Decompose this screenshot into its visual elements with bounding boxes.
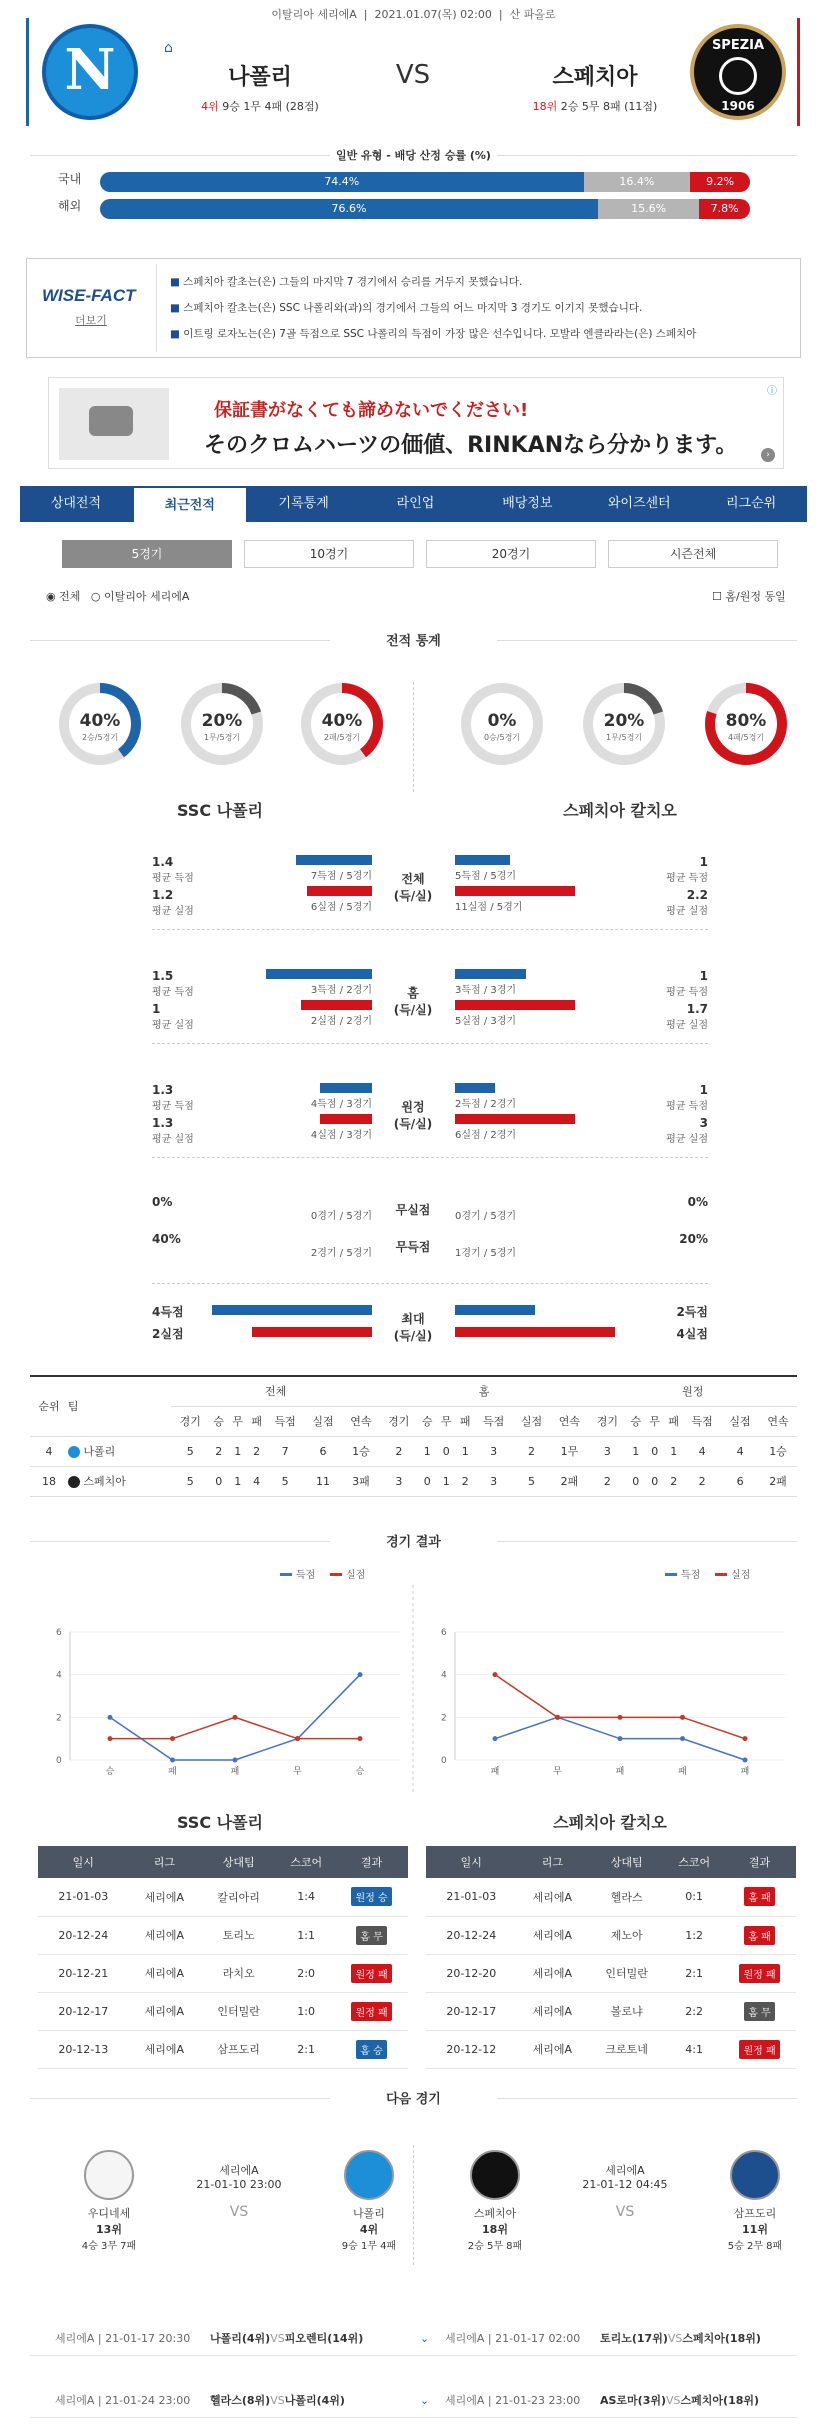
team-logo	[84, 2150, 134, 2200]
home-icon[interactable]: ⌂	[164, 40, 173, 56]
match-meta: 이탈리아 세리에A | 2021.01.07(목) 02:00 | 산 파올로	[271, 8, 556, 21]
table-row: 20-12-24 세리에A 제노아 1:2 홈 패	[426, 1916, 796, 1954]
home-for-bar-label: 4득점 / 3경기	[310, 1099, 372, 1110]
results-title: 경기 결과	[30, 1531, 797, 1550]
svg-text:승: 승	[105, 1767, 115, 1777]
away-pct-bar-label: 1경기 / 5경기	[455, 1248, 517, 1259]
away-avg-against: 2.2	[686, 888, 708, 902]
col-head: 경기	[588, 1406, 626, 1436]
svg-text:20%: 20%	[201, 711, 243, 731]
home-for-bar	[296, 855, 372, 865]
home-against-bar-label: 6실점 / 5경기	[310, 902, 372, 913]
range-tab[interactable]: 10경기	[244, 540, 414, 568]
col-head: 연속	[759, 1406, 797, 1436]
col-head: 실점	[721, 1406, 759, 1436]
col-head: 경기	[380, 1406, 418, 1436]
svg-text:4패/5경기: 4패/5경기	[727, 733, 765, 742]
result-badge: 원정 패	[739, 1964, 779, 1983]
svg-text:실점: 실점	[346, 1570, 366, 1581]
svg-text:1무/5경기: 1무/5경기	[203, 733, 241, 742]
away-pct: 0%	[687, 1195, 708, 1209]
svg-text:2패/5경기: 2패/5경기	[323, 733, 361, 742]
svg-text:패: 패	[490, 1767, 500, 1777]
away-logo: SPEZIA 1906	[690, 24, 786, 120]
home-against-bar	[320, 1114, 372, 1124]
range-tab[interactable]: 20경기	[426, 540, 596, 568]
away-pct-bar-label: 0경기 / 5경기	[455, 1211, 517, 1222]
col-head: 승	[626, 1406, 645, 1436]
away-for-bar-label: 2득점 / 2경기	[455, 1099, 517, 1110]
col-group: 전체	[171, 1376, 380, 1406]
result-badge: 홈 무	[744, 2002, 775, 2021]
away-team-name[interactable]: 스페치아	[552, 65, 638, 90]
home-against-bar-label: 4실점 / 3경기	[310, 1130, 372, 1141]
next-team1[interactable]: 스페치아 18위 2승 5무 8패	[467, 2207, 523, 2252]
next-team2[interactable]: 나폴리 4위 9승 1무 4패	[341, 2207, 397, 2252]
odds-home-bar: 74.4%	[100, 172, 584, 192]
stats-away-name: 스페치아 칼치오	[563, 801, 677, 820]
col-head: 승	[209, 1406, 228, 1436]
svg-text:2: 2	[56, 1713, 62, 1724]
home-team-record: 4위 9승 1무 4패 (28점)	[201, 100, 319, 113]
nav-tab[interactable]: 최근전적	[132, 486, 248, 522]
svg-text:6: 6	[441, 1628, 447, 1638]
avg-for-label: 평균 득점	[152, 873, 194, 884]
table-row: 20-12-17 세리에A 인터밀란 1:0 원정 패	[38, 1992, 408, 2030]
results-home-name: SSC 나폴리	[176, 1813, 263, 1832]
svg-text:패: 패	[615, 1767, 625, 1777]
max-home-against: 2실점	[152, 1327, 184, 1341]
svg-text:2승/5경기: 2승/5경기	[81, 733, 119, 742]
stats-title: 전적 통계	[30, 630, 797, 649]
svg-text:득점: 득점	[681, 1570, 701, 1581]
home-pct-bar-label: 2경기 / 5경기	[310, 1248, 372, 1259]
col-head: 실점	[304, 1406, 342, 1436]
team-logo	[344, 2150, 394, 2200]
away-against-bar-label: 6실점 / 2경기	[455, 1130, 517, 1141]
svg-text:승: 승	[355, 1767, 365, 1777]
vs-label: VS	[395, 60, 431, 90]
away-pct: 20%	[679, 1232, 708, 1246]
home-avg-for: 1.3	[152, 1083, 174, 1097]
result-badge: 원정 승	[351, 1887, 391, 1906]
home-team-name[interactable]: 나폴리	[228, 65, 292, 90]
col-head: 경기	[171, 1406, 209, 1436]
col-head: 무	[437, 1406, 456, 1436]
table-row: 21-01-03 세리에A 헬라스 0:1 홈 패	[426, 1878, 796, 1916]
away-team-record: 18위 2승 5무 8패 (11점)	[532, 100, 658, 113]
home-for-bar	[320, 1083, 372, 1093]
away-avg-for: 1	[699, 1083, 708, 1097]
result-badge: 홈 패	[744, 1926, 775, 1945]
max-away-for-bar	[455, 1305, 535, 1315]
away-avg-against: 1.7	[686, 1002, 708, 1016]
home-results-table: 일시 리그 상대팀 스코어 결과 21-01-03 세리에A 칼리아리 1:4 원정 승 20-12-24 세리에A 토리노 1:1 홈 무 20-12-21 세리에A 라치오 2:0 원정 패 20-12-17 세리에A 인터밀란 1:0 원정 패 20-12-13 세리에A 삼프도리 2:1 홈 승	[38, 1846, 408, 2069]
avg-against-label: 평균 실점	[152, 1020, 194, 1031]
team-logo	[470, 2150, 520, 2200]
away-avg-for: 1	[699, 969, 708, 983]
result-badge: 홈 승	[356, 2040, 387, 2059]
svg-text:4: 4	[56, 1670, 62, 1681]
chevron-down-icon: ⌄	[420, 2394, 430, 2407]
avg-for-label: 평균 득점	[152, 1101, 194, 1112]
record-donut	[56, 680, 144, 768]
col-head: 패	[456, 1406, 475, 1436]
next-info: 세리에A 21-01-10 23:00 VS	[196, 2164, 282, 2220]
home-for-bar-label: 3득점 / 2경기	[310, 985, 372, 996]
result-badge: 홈 무	[356, 1926, 387, 1945]
chevron-down-icon: ⌄	[420, 2332, 430, 2345]
col-head: 패	[664, 1406, 683, 1436]
svg-text:80%: 80%	[725, 711, 767, 731]
table-row: 18 스페치아 5 0 1 4 5 11 3패 3 0 1 2 3 5 2패 2 0 0 2 2 6 2패	[30, 1466, 797, 1496]
col-group: 홈	[380, 1376, 589, 1406]
col-head: 패	[247, 1406, 266, 1436]
svg-text:패: 패	[740, 1767, 750, 1777]
odds-draw-bar: 15.6%	[598, 199, 699, 219]
next-info: 세리에A 21-01-12 04:45 VS	[582, 2164, 668, 2220]
nav-tab[interactable]: 와이즈센터	[607, 496, 671, 511]
svg-text:0: 0	[56, 1756, 62, 1766]
table-row: 21-01-03 세리에A 칼리아리 1:4 원정 승	[38, 1878, 408, 1916]
home-against-bar	[307, 886, 372, 896]
home-for-bar-label: 7득점 / 5경기	[310, 871, 372, 882]
col-head: 득점	[475, 1406, 513, 1436]
next-title: 다음 경기	[30, 2088, 797, 2107]
filter-row: ◉ 전체 ○ 이탈리아 세리에A	[46, 590, 190, 603]
odds-label: 국내	[58, 172, 82, 186]
home-pct: 0%	[152, 1195, 173, 1209]
away-against-bar-label: 5실점 / 3경기	[455, 1016, 517, 1027]
group-label: 최대 (득/실)	[393, 1312, 433, 1343]
svg-text:실점: 실점	[731, 1570, 751, 1581]
range-tab[interactable]: 5경기	[62, 540, 232, 568]
max-home-against-bar	[252, 1327, 372, 1337]
svg-text:2: 2	[441, 1713, 447, 1724]
away-avg-against: 3	[699, 1116, 708, 1130]
col-head: 무	[645, 1406, 664, 1436]
svg-text:4: 4	[441, 1670, 447, 1681]
home-avg-against: 1.3	[152, 1116, 174, 1130]
table-row: 20-12-13 세리에A 삼프도리 2:1 홈 승	[38, 2030, 408, 2068]
radio-league[interactable]: ○	[90, 590, 101, 603]
away-for-bar	[455, 1083, 495, 1093]
odds-away-bar: 7.8%	[699, 199, 750, 219]
odds-home-bar: 76.6%	[100, 199, 598, 219]
wisefact-logo: WISE-FACT	[42, 286, 136, 305]
avg-for-label: 평균 득점	[152, 987, 194, 998]
home-for-bar	[266, 969, 372, 979]
result-badge: 원정 패	[739, 2040, 779, 2059]
home-avg-for: 1.4	[152, 855, 174, 869]
ad-banner[interactable]: 保証書がなくても諦めないでください! そのクロムハーツの価値、RINKANなら分かります。 ⓘ ›	[48, 377, 784, 469]
group-label: 원정 (득/실)	[393, 1100, 433, 1131]
ad-arrow-icon[interactable]: ›	[761, 448, 775, 462]
col-head: 연속	[342, 1406, 380, 1436]
record-donut	[580, 680, 668, 768]
nav-tab[interactable]: 리그순위	[725, 496, 777, 511]
home-pct-bar-label: 0경기 / 5경기	[310, 1211, 372, 1222]
col-head: 연속	[550, 1406, 588, 1436]
home-avg-against: 1.2	[152, 888, 174, 902]
nav-tab[interactable]: 상대전적	[50, 496, 102, 511]
svg-text:40%: 40%	[321, 711, 363, 731]
nav-tab[interactable]: 라인업	[396, 496, 435, 511]
group-label: 홈 (득/실)	[393, 986, 433, 1017]
away-against-bar	[455, 1114, 575, 1124]
table-row: 20-12-20 세리에A 인터밀란 2:1 원정 패	[426, 1954, 796, 1992]
away-results-table: 일시 리그 상대팀 스코어 결과 21-01-03 세리에A 헬라스 0:1 홈 패 20-12-24 세리에A 제노아 1:2 홈 패 20-12-20 세리에A 인터밀란 2:1 원정 패 20-12-17 세리에A 볼로냐 2:2 홈 무 20-12-12 세리에A 크로토네 4:1 원정 패	[426, 1846, 796, 2069]
away-for-bar	[455, 969, 526, 979]
svg-text:무: 무	[293, 1767, 302, 1777]
max-away-for: 2득점	[676, 1305, 708, 1319]
svg-text:무: 무	[553, 1767, 562, 1777]
odds-draw-bar: 16.4%	[584, 172, 691, 192]
result-badge: 원정 패	[351, 2002, 391, 2021]
home-against-bar	[301, 1000, 372, 1010]
group-label: 전체 (득/실)	[393, 872, 433, 903]
table-row: 20-12-17 세리에A 볼로냐 2:2 홈 무	[426, 1992, 796, 2030]
svg-text:0승/5경기: 0승/5경기	[483, 733, 521, 742]
svg-text:패: 패	[168, 1767, 177, 1777]
max-home-for: 4득점	[152, 1305, 184, 1319]
main-nav	[20, 486, 807, 522]
result-badge: 홈 패	[744, 1887, 775, 1906]
odds-label: 해외	[58, 199, 82, 213]
away-for-bar-label: 3득점 / 3경기	[455, 985, 517, 996]
wisefact-more-link[interactable]: 더보기	[75, 314, 107, 327]
col-rank: 순위	[30, 1376, 68, 1436]
radio-all[interactable]: ◉	[46, 590, 56, 603]
svg-text:득점: 득점	[296, 1570, 316, 1581]
svg-text:0%: 0%	[487, 711, 517, 731]
schedule-row[interactable]: 세리에A | 21-01-24 23:00 헬라스(8위)VS나폴리(4위) ⌄ 세리에A | 21-01-23 23:00 AS로마(3위)VS스페치아(18위)	[30, 2384, 797, 2418]
max-away-against-bar	[455, 1327, 615, 1337]
table-row: 20-12-12 세리에A 크로토네 4:1 원정 패	[426, 2030, 796, 2068]
svg-text:20%: 20%	[603, 711, 645, 731]
avg-against-label: 평균 실점	[152, 1134, 194, 1145]
camera-icon	[89, 406, 133, 436]
col-team: 팀	[68, 1376, 171, 1436]
col-head: 득점	[683, 1406, 721, 1436]
max-away-against: 4실점	[676, 1327, 708, 1341]
table-row: 4 나폴리 5 2 1 2 7 6 1승 2 1 0 1 3 2 1무 3 1 0 1 4 4 1승	[30, 1436, 797, 1466]
result-badge: 원정 패	[351, 1964, 391, 1983]
next-team1[interactable]: 우디네세 13위 4승 3무 7패	[81, 2207, 137, 2252]
standings-table	[30, 1375, 797, 1497]
table-row: 20-12-21 세리에A 라치오 2:0 원정 패	[38, 1954, 408, 1992]
group-label: 무실점	[395, 1203, 431, 1217]
home-avg-against: 1	[152, 1002, 161, 1016]
col-group: 원정	[588, 1376, 797, 1406]
group-label: 무득점	[395, 1240, 431, 1254]
record-donut	[298, 680, 386, 768]
away-avg-for: 1	[699, 855, 708, 869]
away-for-bar	[455, 855, 510, 865]
col-head: 득점	[266, 1406, 304, 1436]
results-away-name: 스페치아 칼치오	[553, 1813, 667, 1832]
max-home-for-bar	[212, 1305, 372, 1315]
away-against-bar	[455, 886, 575, 896]
schedule-row[interactable]: 세리에A | 21-01-17 20:30 나폴리(4위)VS피오렌티(14위) ⌄ 세리에A | 21-01-17 02:00 토리노(17위)VS스페치아(18위)	[30, 2322, 797, 2356]
svg-text:40%: 40%	[79, 711, 121, 731]
same-venue-filter[interactable]: ☐ 홈/원정 동일	[712, 590, 786, 603]
record-donut	[702, 680, 790, 768]
home-against-bar-label: 2실점 / 2경기	[310, 1016, 372, 1027]
svg-text:0: 0	[441, 1756, 447, 1766]
table-row: 20-12-24 세리에A 토리노 1:1 홈 무	[38, 1916, 408, 1954]
col-head: 승	[418, 1406, 437, 1436]
nav-tab[interactable]: 기록통계	[278, 496, 329, 511]
range-tab[interactable]: 시즌전체	[608, 540, 778, 568]
record-donut	[178, 680, 266, 768]
svg-text:패: 패	[230, 1767, 240, 1777]
team-logo	[730, 2150, 780, 2200]
results-charts	[30, 1565, 797, 1815]
away-for-bar-label: 5득점 / 5경기	[455, 871, 517, 882]
next-team2[interactable]: 삼프도리 11위 5승 2무 8패	[727, 2207, 783, 2252]
away-against-bar-label: 11실점 / 5경기	[455, 902, 523, 913]
svg-text:6: 6	[56, 1628, 62, 1638]
col-head: 실점	[513, 1406, 551, 1436]
home-logo: N	[42, 24, 138, 120]
nav-tab[interactable]: 배당정보	[502, 496, 553, 511]
ad-info-icon[interactable]: ⓘ	[767, 386, 777, 397]
home-avg-for: 1.5	[152, 969, 174, 983]
svg-text:패: 패	[678, 1767, 687, 1777]
col-head: 무	[228, 1406, 247, 1436]
wisefact-item: ■ 이트링 로자노는(은) 7골 득점으로 SSC 나폴리의 득점이 가장 많은 선수입니다. 모발라 엔클라라는(은) 스페치아	[170, 328, 697, 340]
home-pct: 40%	[152, 1232, 181, 1246]
odds-away-bar: 9.2%	[690, 172, 750, 192]
odds-title: 일반 유형 - 배당 산정 승률 (%)	[30, 147, 797, 163]
stats-home-name: SSC 나폴리	[176, 801, 263, 820]
record-donut	[458, 680, 546, 768]
avg-against-label: 평균 실점	[152, 906, 194, 917]
wisefact-item: ■ 스페치아 칼초는(은) 그들의 마지막 7 경기에서 승리를 거두지 못했습니다.	[170, 276, 523, 288]
svg-text:1무/5경기: 1무/5경기	[605, 733, 643, 742]
away-against-bar	[455, 1000, 575, 1010]
wisefact-item: ■ 스페치아 칼초는(은) SSC 나폴리와(과)의 경기에서 그들의 어느 마지막 3 경기도 이기지 못했습니다.	[170, 302, 643, 314]
